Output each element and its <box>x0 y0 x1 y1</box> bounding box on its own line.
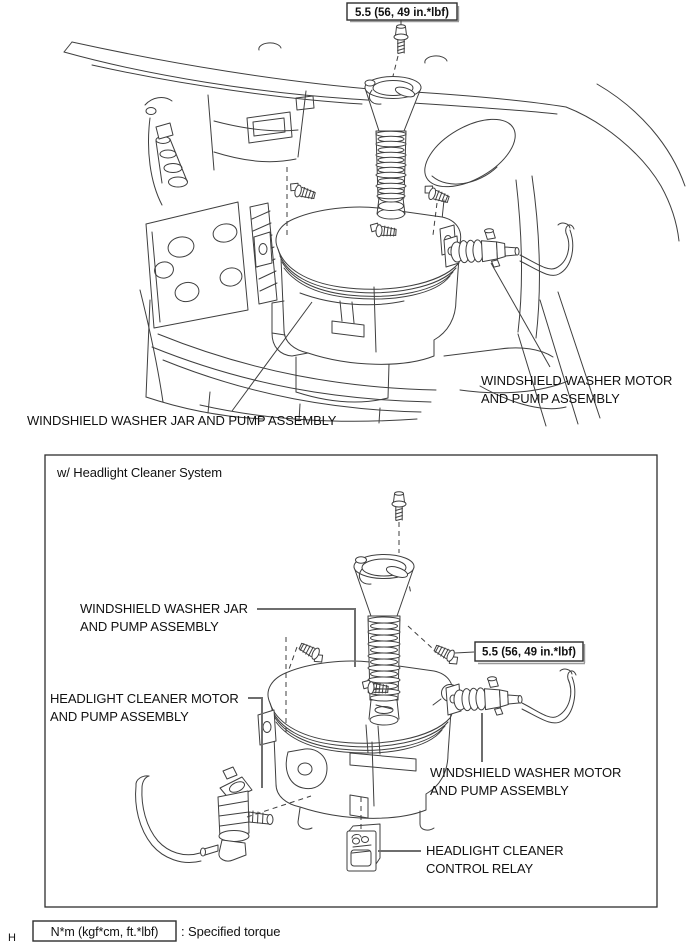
filler-neck-illustration <box>365 77 421 220</box>
label-washer-jar: WINDSHIELD WASHER JAR AND PUMP ASSEMBLY <box>27 413 337 428</box>
bottom-diagram <box>45 455 657 907</box>
torque-legend-text: : Specified torque <box>181 924 281 939</box>
washer-jar-illustration <box>254 207 461 364</box>
alignment-dashed-line <box>288 647 297 672</box>
washer-hose-2 <box>522 669 576 723</box>
label-washer-jar-line1: WINDSHIELD WASHER JAR <box>80 601 248 616</box>
label-washer-motor-line1: WINDSHIELD WASHER MOTOR <box>430 765 622 780</box>
footer-legend <box>8 921 280 944</box>
torque-callout-top <box>347 3 459 54</box>
leader-line-jar <box>257 609 355 667</box>
torque-callout-bottom <box>455 642 585 664</box>
label-washer-motor-line2: AND PUMP ASSEMBLY <box>430 783 569 798</box>
alignment-dashed-line <box>393 56 398 76</box>
torque-unit-text: N*m (kgf*cm, ft.*lbf) <box>50 925 159 939</box>
bolt-icon <box>392 492 406 521</box>
washer-pump-icon <box>453 675 523 717</box>
diagram-title: w/ Headlight Cleaner System <box>57 465 222 480</box>
label-washer-motor-line2: AND PUMP ASSEMBLY <box>481 391 620 406</box>
label-washer-motor-line1: WINDSHIELD WASHER MOTOR <box>481 373 673 388</box>
torque-spec-value: 5.5 (56, 49 in.*lbf) <box>482 646 576 659</box>
torque-spec-value: 5.5 (56, 49 in.*lbf) <box>355 7 449 19</box>
leader-line-motor <box>491 263 550 367</box>
label-headlight-motor-line1: HEADLIGHT CLEANER MOTOR <box>50 691 239 706</box>
top-diagram <box>27 3 685 428</box>
washer-pump-illustration-2 <box>446 675 523 717</box>
alignment-dashed-line <box>408 626 432 648</box>
label-relay-line1: HEADLIGHT CLEANER <box>426 843 564 858</box>
headlight-cleaner-pump-illustration <box>136 767 273 863</box>
page-marker: H <box>8 932 16 944</box>
bolt-icon <box>432 643 461 666</box>
washer-jar-illustration-2 <box>258 661 459 830</box>
label-headlight-motor-line2: AND PUMP ASSEMBLY <box>50 709 189 724</box>
label-relay-line2: CONTROL RELAY <box>426 861 534 876</box>
label-washer-jar-line2: AND PUMP ASSEMBLY <box>80 619 219 634</box>
bolt-icon <box>288 182 316 201</box>
control-relay-illustration <box>347 824 380 871</box>
bolt-icon <box>297 641 326 664</box>
washer-hose <box>520 223 574 275</box>
bolt-icon <box>394 25 408 54</box>
